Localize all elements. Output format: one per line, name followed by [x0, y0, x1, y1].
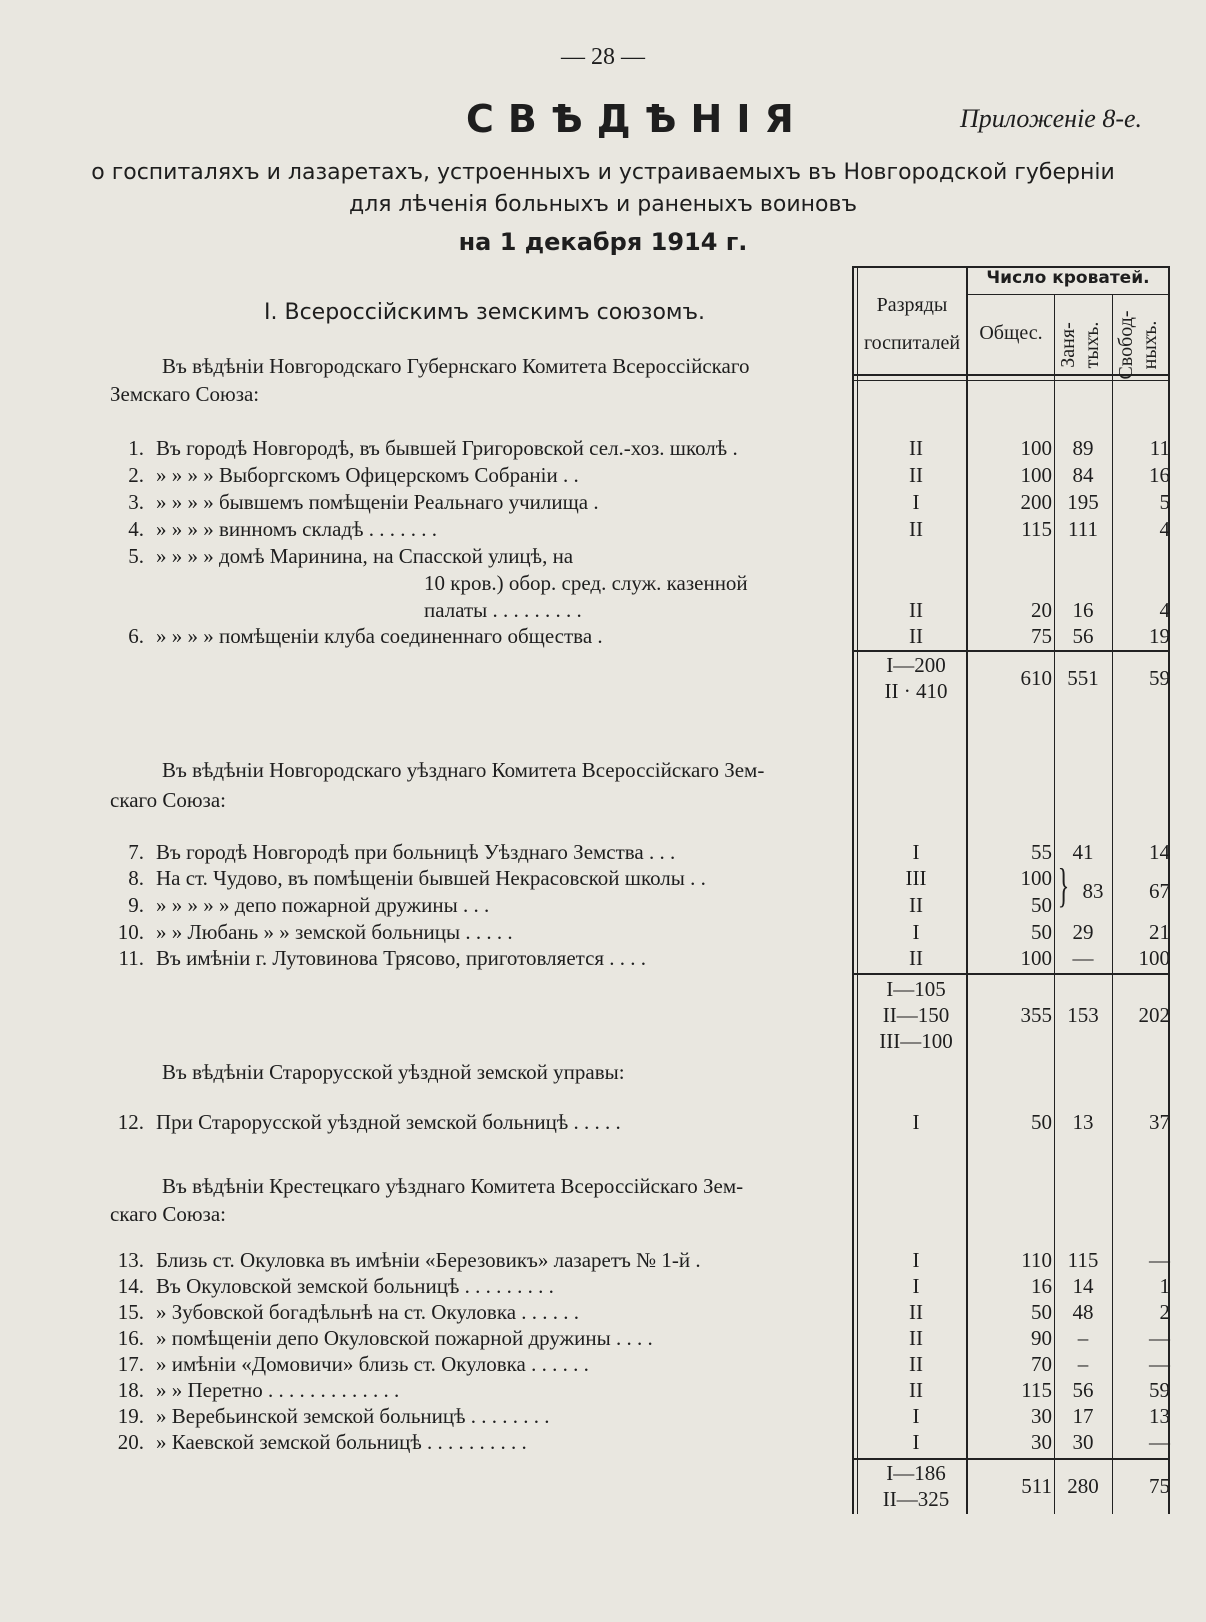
row-occupied: –: [1077, 1326, 1089, 1350]
summary-free: 75: [1149, 1474, 1170, 1498]
row-number: 4.: [128, 517, 144, 541]
header-total: Общес.: [979, 322, 1043, 344]
row-occupied: 56: [1072, 624, 1094, 648]
row-total: 100: [1020, 436, 1052, 460]
row-category: II: [909, 1352, 923, 1376]
row-total: 16: [1031, 1274, 1052, 1298]
row-free: 16: [1149, 463, 1170, 487]
row-free: —: [1149, 1352, 1170, 1376]
row-free: 100: [1138, 946, 1170, 970]
summary-category: [866, 1460, 966, 1512]
summary-category-line: II—325: [882, 1487, 950, 1511]
row-occupied: 89: [1072, 436, 1094, 460]
document-title: СВѢДѢНІЯ: [466, 97, 808, 141]
header-occupied: [1056, 303, 1108, 387]
row-text: » » Перетно . . . . . . . . . . . . .: [156, 1378, 400, 1402]
row-category: II: [909, 893, 923, 917]
row-text: Въ Окуловской земской больницѣ . . . . . . . . .: [156, 1274, 554, 1298]
row-free: 37: [1149, 1110, 1170, 1134]
row-category: II: [909, 463, 923, 487]
row-free: 14: [1149, 840, 1170, 864]
summary-total: 610: [1020, 666, 1052, 690]
table-left-rule: [852, 266, 854, 1514]
row-free: 5: [1159, 490, 1170, 514]
row-occupied: 84: [1072, 463, 1094, 487]
row-number: 11.: [118, 946, 144, 970]
header-beds: Число кроватей.: [986, 268, 1150, 288]
row-occupied: 56: [1072, 1378, 1094, 1402]
row-occupied: —: [1072, 946, 1094, 970]
row-category: I: [912, 490, 920, 514]
row-free: 2: [1159, 1300, 1170, 1324]
row-category: II: [909, 598, 923, 622]
row-text: » » Любань » » земской больницы . . . . .: [156, 920, 513, 944]
row-text: » » » » винномъ складѣ . . . . . . .: [156, 517, 438, 541]
brace-icon: }: [1057, 859, 1070, 912]
row-total: 50: [1031, 893, 1052, 917]
row-category: II: [909, 624, 923, 648]
header-occupied-line-1: Заня-: [1057, 322, 1079, 368]
row-free: 4: [1159, 517, 1170, 541]
row-category: II: [909, 517, 923, 541]
summary-category: [866, 976, 966, 1054]
row-occupied: 195: [1067, 490, 1099, 514]
row-occupied: 14: [1072, 1274, 1094, 1298]
document-date: на 1 декабря 1914 г.: [458, 228, 748, 256]
row-free: 13: [1149, 1404, 1170, 1428]
row-category: I: [912, 1274, 920, 1298]
row-free: 1: [1159, 1274, 1170, 1298]
summary-occupied: 153: [1067, 1003, 1099, 1027]
row-total: 50: [1031, 1110, 1052, 1134]
row-occupied: 41: [1072, 840, 1094, 864]
row-category: I: [912, 1248, 920, 1272]
row-total: 90: [1031, 1326, 1052, 1350]
row-occupied: 115: [1067, 1248, 1099, 1272]
row-text: При Старорусской уѣздной земской больницѣ . . . . .: [156, 1110, 621, 1134]
row-text: » » » » домѣ Маринина, на Спасской улицѣ, на: [156, 544, 574, 568]
row-text: » » » » » депо пожарной дружины . . .: [156, 893, 490, 917]
row-occupied: 111: [1068, 517, 1098, 541]
summary-total: 355: [1020, 1003, 1052, 1027]
row-number: 20.: [117, 1430, 144, 1454]
row-number: 19.: [117, 1404, 144, 1428]
header-occupied-line-2: тыхъ.: [1081, 321, 1103, 369]
row-free: 21: [1149, 920, 1170, 944]
row-text: » » » » Выборгскомъ Офицерскомъ Собраніи . .: [156, 463, 579, 487]
row-number: 16.: [117, 1326, 144, 1350]
row-category: II: [909, 1378, 923, 1402]
summary-free: 59: [1149, 666, 1170, 690]
row-number: 7.: [128, 840, 144, 864]
row-category: I: [912, 1430, 920, 1454]
row-number: 5.: [128, 544, 144, 568]
summary-free: 202: [1138, 1003, 1170, 1027]
row-total: 100: [1020, 463, 1052, 487]
row-text: » » » » помѣщеніи клуба соединеннаго общества .: [156, 624, 603, 648]
row-text: » » » » бывшемъ помѣщеніи Реальнаго училища .: [156, 490, 599, 514]
row-total: 30: [1031, 1404, 1052, 1428]
row-total: 115: [1021, 517, 1052, 541]
row-text: Въ городѣ Новгородѣ при больницѣ Уѣзднаго Земства . . .: [156, 840, 676, 864]
row-text: На ст. Чудово, въ помѣщеніи бывшей Некрасовской школы . .: [156, 866, 706, 890]
header-category: [858, 286, 966, 362]
row-occupied: 83: [1082, 879, 1104, 903]
group-heading: скаго Союза:: [110, 1202, 227, 1226]
row-free: 4: [1159, 598, 1170, 622]
row-total: 75: [1031, 624, 1052, 648]
row-number: 18.: [117, 1378, 144, 1402]
group-heading: скаго Союза:: [110, 788, 227, 812]
row-number: 2.: [128, 463, 144, 487]
row-free: 11: [1149, 436, 1170, 460]
row-category: II: [909, 946, 923, 970]
header-free: [1114, 303, 1166, 387]
row-total: 20: [1031, 598, 1052, 622]
header-category-line-2: госпиталей: [863, 332, 961, 354]
table-left-rule-inner: [857, 266, 858, 1514]
row-text: Въ городѣ Новгородѣ, въ бывшей Григоровской сел.-хоз. школѣ .: [156, 436, 738, 460]
appendix-label: Приложеніе 8-е.: [960, 104, 1143, 133]
row-total: 70: [1031, 1352, 1052, 1376]
row-total: 55: [1031, 840, 1052, 864]
row-category: III: [905, 866, 927, 890]
summary-category-line: I—186: [886, 1461, 946, 1485]
header-free-line-1: Свобод-: [1115, 310, 1137, 380]
group-heading: Въ вѣдѣніи Крестецкаго уѣзднаго Комитета Всероссійскаго Зем-: [162, 1174, 744, 1198]
group-heading: Земскаго Союза:: [110, 382, 260, 406]
row-total: 30: [1031, 1430, 1052, 1454]
row-text: » Каевской земской больницѣ . . . . . . . . . .: [156, 1430, 527, 1454]
row-text: » Зубовской богадѣльнѣ на ст. Окуловка . . . . . .: [156, 1300, 580, 1324]
row-text: Въ имѣніи г. Лутовинова Трясово, приготовляется . . . .: [156, 946, 647, 970]
row-category: I: [912, 1110, 920, 1134]
table-col-rule-1: [966, 266, 968, 1514]
row-occupied: 17: [1072, 1404, 1094, 1428]
row-free: —: [1149, 1326, 1170, 1350]
page-number: — 28 —: [561, 44, 645, 70]
summary-total: 511: [1021, 1474, 1052, 1498]
row-free: —: [1149, 1248, 1170, 1272]
row-occupied: 30: [1072, 1430, 1094, 1454]
row-text: палаты . . . . . . . . .: [424, 598, 582, 622]
group-heading: Въ вѣдѣніи Старорусской уѣздной земской управы:: [162, 1060, 625, 1084]
row-total: 200: [1020, 490, 1052, 514]
section-title: I. Всероссійскимъ земскимъ союзомъ.: [264, 300, 706, 325]
beds-header-rule: [968, 294, 1168, 295]
row-number: 1.: [128, 436, 144, 460]
row-total: 50: [1031, 1300, 1052, 1324]
row-category: II: [909, 1300, 923, 1324]
row-number: 9.: [128, 893, 144, 917]
summary-category-line: I—105: [886, 977, 946, 1001]
summary-occupied: 280: [1067, 1474, 1099, 1498]
row-category: I: [912, 920, 920, 944]
row-occupied: 48: [1072, 1300, 1094, 1324]
row-number: 13.: [117, 1248, 144, 1272]
row-text: » помѣщеніи депо Окуловской пожарной дружины . . . .: [156, 1326, 653, 1350]
row-category: II: [909, 1326, 923, 1350]
row-free: 19: [1149, 624, 1170, 648]
header-category-line-1: Разряды: [876, 294, 948, 316]
row-occupied: 16: [1072, 598, 1094, 622]
row-occupied: 29: [1072, 920, 1094, 944]
row-text: 10 кров.) обор. сред. служ. казенной: [424, 571, 748, 595]
summary-occupied: 551: [1067, 666, 1099, 690]
row-number: 17.: [117, 1352, 144, 1376]
row-total: 50: [1031, 920, 1052, 944]
row-number: 15.: [117, 1300, 144, 1324]
row-total: 100: [1020, 946, 1052, 970]
row-number: 8.: [128, 866, 144, 890]
row-number: 14.: [117, 1274, 144, 1298]
row-category: I: [912, 1404, 920, 1428]
row-number: 3.: [128, 490, 144, 514]
row-free: 59: [1149, 1378, 1170, 1402]
row-category: II: [909, 436, 923, 460]
group-heading: Въ вѣдѣніи Новгородскаго уѣзднаго Комитета Всероссійскаго Зем-: [162, 758, 765, 782]
row-free: —: [1149, 1430, 1170, 1454]
subtitle-line-1: о госпиталяхъ и лазаретахъ, устроенныхъ и устраиваемыхъ въ Новгородской губерніи: [91, 160, 1115, 185]
row-occupied: –: [1077, 1352, 1089, 1376]
summary-category-line: II · 410: [884, 679, 948, 703]
row-text: » Веребьинской земской больницѣ . . . . . . . .: [156, 1404, 550, 1428]
summary-category-line: III—100: [879, 1029, 953, 1053]
table-col-rule-3: [1112, 294, 1113, 1514]
row-occupied: 13: [1072, 1110, 1094, 1134]
summary-category-line: I—200: [886, 653, 946, 677]
summary-rule: [852, 973, 1170, 975]
row-number: 6.: [128, 624, 144, 648]
row-total: 100: [1020, 866, 1052, 890]
row-total: 110: [1021, 1248, 1052, 1272]
subtitle-line-2: для лѣченія больныхъ и раненыхъ воиновъ: [348, 192, 857, 217]
row-text: Близь ст. Окуловка въ имѣніи «Березовикъ» лазаретъ № 1-й .: [156, 1248, 701, 1272]
row-number: 12.: [117, 1110, 144, 1134]
row-text: » имѣніи «Домовичи» близь ст. Окуловка . . . . . .: [156, 1352, 589, 1376]
header-free-line-2: ныхъ.: [1139, 320, 1161, 370]
row-free: 67: [1149, 879, 1170, 903]
summary-category-line: II—150: [882, 1003, 950, 1027]
row-number: 10.: [117, 920, 144, 944]
summary-category: [866, 652, 966, 704]
row-total: 115: [1021, 1378, 1052, 1402]
group-heading: Въ вѣдѣніи Новгородскаго Губернскаго Комитета Всероссійскаго: [162, 354, 750, 378]
table-col-rule-2: [1054, 294, 1055, 1514]
row-category: I: [912, 840, 920, 864]
